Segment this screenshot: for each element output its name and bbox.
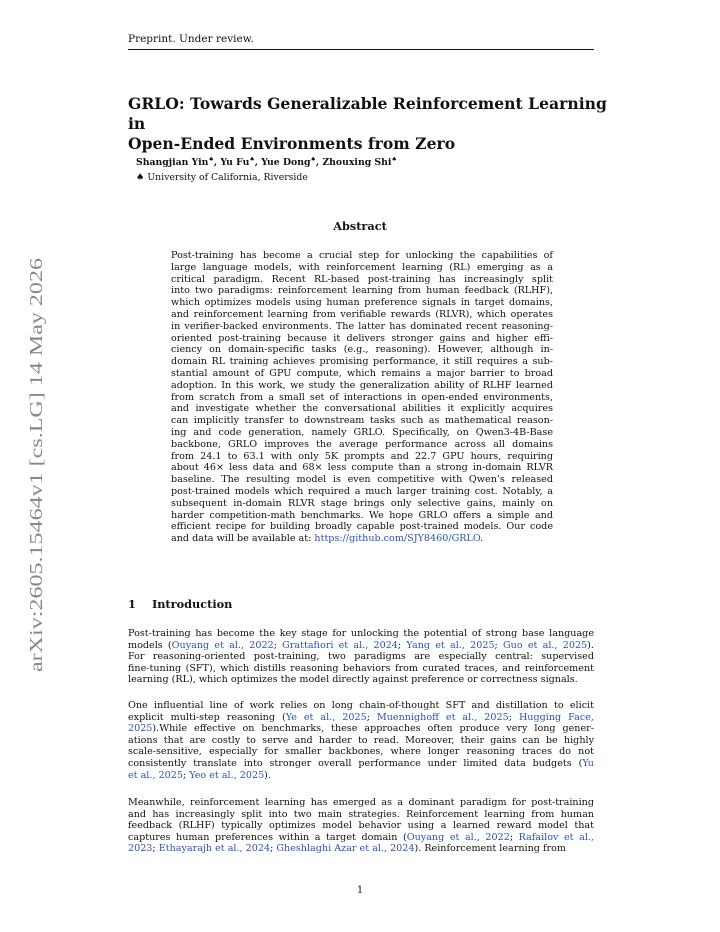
citation-link[interactable]: Gheshlaghi Azar et al., 2024 (276, 843, 415, 855)
abstract-last-line (171, 533, 553, 545)
paragraph-text: scale-sensitive, especially for smaller backbones, where longer reasoning traces do not (128, 746, 594, 758)
abstract-line: domain RL training achieves promising performance, it still requires a sub- (171, 356, 553, 368)
citation-link[interactable]: Yang et al., 2025 (406, 639, 495, 651)
paragraph-line (128, 723, 594, 735)
paragraph-line (128, 663, 594, 675)
abstract-line: post-trained models which required a much larger training cost. Notably, a (171, 485, 553, 497)
abstract-heading: Abstract (333, 219, 387, 233)
abstract-line: ciency on domain-specific tasks (e.g., reasoning). However, although in- (171, 344, 553, 356)
citation-link[interactable]: 2025 (128, 723, 153, 735)
author-name: Yu Fu (220, 157, 250, 168)
intro-paragraph-2 (128, 700, 594, 781)
paragraph-text: ; (152, 843, 159, 855)
code-link[interactable]: https://github.com/SJY8460/GRLO (314, 533, 481, 545)
abstract-line: and reinforcement learning from verifiable rewards (RLVR), which operates (171, 308, 553, 320)
author-list (136, 157, 397, 168)
abstract-line: and investigate whether the conversational abilities it explicitly acquires (171, 403, 553, 415)
paragraph-text: ; (182, 769, 190, 781)
abstract-line: about 46× less data and 68× less compute than a strong in-domain RLVR (171, 462, 553, 474)
abstract-line: from 24.1 to 63.1 with only 5K prompts and 22.7 GPU hours, requiring (171, 450, 553, 462)
paragraph-line (128, 735, 594, 747)
citation-link[interactable]: Muennighoff et al., 2025 (376, 711, 509, 723)
abstract-last-prefix: and data will be available at: (171, 533, 315, 545)
paragraph-line (128, 758, 594, 770)
abstract-body (171, 250, 553, 545)
citation-link[interactable]: Ouyang et al., 2022 (171, 639, 274, 651)
paragraph-text: For reasoning-oriented post-training, two paradigms are especially central: supervised (128, 651, 594, 663)
paragraph-line (128, 832, 594, 844)
citation-link[interactable]: Rafailov et al., (518, 831, 594, 843)
citation-link[interactable]: Guo et al., 2025 (503, 639, 588, 651)
paragraph-line (128, 712, 594, 724)
abstract-line: subsequent in-domain RLVR stage brings only selective gains, mainly on (171, 497, 553, 509)
abstract-line: critical paradigm. Recent RL-based post-training has increasingly split (171, 273, 553, 285)
paragraph-text: ; (508, 711, 519, 723)
abstract-line: from scratch from a small set of interactions in open-ended environments, (171, 391, 553, 403)
author-name: Zhouxing Shi (322, 157, 392, 168)
citation-link[interactable]: et al., 2025 (128, 769, 183, 781)
paragraph-line (128, 628, 594, 640)
abstract-line: into two paradigms: reinforcement learning from human feedback (RLHF), (171, 285, 553, 297)
paragraph-text: Meanwhile, reinforcement learning has emerged as a dominant paradigm for post-training (128, 797, 594, 808)
abstract-line: which optimizes models using human preference signals in target domains, (171, 297, 553, 309)
paragraph-text: and has increasingly split into two main strategies. Reinforcement learning from human (128, 808, 594, 820)
affiliation-name: University of California, Riverside (147, 172, 308, 183)
citation-link[interactable]: Ethayarajh et al., 2024 (158, 843, 271, 855)
author-affiliation-mark: ♠ (249, 155, 255, 163)
citation-link[interactable]: Yeo et al., 2025 (189, 769, 265, 781)
citation-link[interactable]: Ouyang et al., 2022 (406, 831, 510, 843)
paragraph-line (128, 809, 594, 821)
author-affiliation-mark: ♠ (391, 155, 397, 163)
author-separator: , (315, 157, 323, 168)
affiliation (136, 172, 308, 183)
paragraph-text: ; (366, 711, 377, 723)
paragraph-text: explicit multi-step reasoning ( (128, 711, 286, 723)
paragraph-line (128, 746, 594, 758)
intro-paragraph-3 (128, 797, 594, 855)
section-title: Introduction (151, 597, 233, 611)
paragraph-text: consistently translate into stronger overall performance under limited data budgets ( (128, 757, 583, 769)
paragraph-text: learning (RL), which optimizes the model directly against preference or correctness signals. (128, 674, 578, 686)
section-number: 1 (128, 597, 136, 611)
abstract-line: backbone, GRLO improves the average performance across all domains (171, 438, 553, 450)
paragraph-text: ; (494, 639, 504, 651)
author-name: Yue Dong (261, 157, 311, 168)
abstract-line: baseline. The resulting model is even competitive with Qwen’s released (171, 474, 553, 486)
paper-title (128, 94, 608, 154)
citation-link[interactable]: Ye et al., 2025 (285, 711, 367, 723)
paragraph-text: ; (273, 639, 283, 651)
paragraph-line (128, 700, 594, 712)
paragraph-line (128, 640, 594, 652)
paragraph-text: ). (264, 769, 271, 781)
title-line-1: GRLO: Towards Generalizable Reinforcement Learning in (128, 94, 607, 133)
paragraph-text: ). Reinforcement learning from (414, 843, 566, 855)
paragraph-text: ; (270, 843, 277, 855)
intro-paragraph-1 (128, 628, 594, 686)
paragraph-line (128, 820, 594, 832)
paragraph-line (128, 770, 594, 782)
paragraph-text: ). (587, 639, 594, 651)
arxiv-identifier: arXiv:2605.15464v1 [cs.LG] 14 May 2026 (26, 362, 46, 672)
citation-link[interactable]: Yu (582, 757, 594, 769)
abstract-line: adoption. In this work, we study the generalization ability of RLHF learned (171, 379, 553, 391)
abstract-line: can implicitly transfer to downstream tasks such as mathematical reason- (171, 415, 553, 427)
author-separator: , (254, 157, 262, 168)
abstract-line: ing and code generation, namely GRLO. Specifically, on Qwen3-4B-Base (171, 426, 553, 438)
author-separator: , (213, 157, 221, 168)
abstract-line: stantial amount of GPU compute, which remains a major barrier to broad (171, 367, 553, 379)
paragraph-text: ations that are costly to serve and harder to read. Moreover, their gains can be highly (128, 734, 594, 746)
title-line-2: Open-Ended Environments from Zero (128, 134, 456, 153)
citation-link[interactable]: Grattafiori et al., 2024 (282, 639, 398, 651)
paragraph-text: fine-tuning (SFT), which distills reasoning behaviors from curated traces, and reinforcement (128, 662, 594, 674)
paragraph-text: ).While effective on benchmarks, these approaches often produce very long gener- (152, 723, 594, 735)
author-affiliation-mark: ♠ (208, 155, 214, 163)
affiliation-mark: ♠ (136, 172, 145, 183)
paragraph-text: ; (397, 639, 407, 651)
author-name: Shangjian Yin (136, 157, 209, 168)
author-affiliation-mark: ♠ (310, 155, 316, 163)
citation-link[interactable]: 2023 (128, 843, 153, 855)
paragraph-line (128, 843, 594, 855)
paragraph-text: One influential line of work relies on long chain-of-thought SFT and distillation to elicit (128, 700, 594, 711)
page-number: 1 (356, 885, 364, 896)
abstract-line: oriented post-training because it delivers stronger gains and higher effi- (171, 332, 553, 344)
paragraph-text: models ( (128, 639, 172, 651)
abstract-line: efficient recipe for building broadly capable post-trained models. Our code (171, 521, 553, 533)
paragraph-line (128, 674, 594, 686)
paragraph-text: captures human preferences within a target domain ( (128, 831, 407, 843)
paragraph-line (128, 651, 594, 663)
citation-link[interactable]: Hugging Face, (518, 711, 594, 723)
paragraph-text: feedback (RLHF) typically optimizes model behavior using a learned reward model that (128, 820, 594, 832)
abstract-line: large language models, with reinforcement learning (RL) emerging as a (171, 261, 553, 273)
abstract-line: harder competition-math benchmarks. We hope GRLO offers a simple and (171, 509, 553, 521)
paragraph-text: Post-training has become the key stage for unlocking the potential of strong base language (128, 628, 594, 639)
arxiv-sidebar (18, 258, 54, 672)
abstract-last-suffix: . (480, 533, 484, 545)
abstract-line: in verifier-backed environments. The latter has dominated recent reasoning- (171, 320, 553, 332)
running-head: Preprint. Under review. (128, 33, 594, 50)
paragraph-line (128, 797, 594, 809)
paragraph-text: ; (509, 831, 519, 843)
section-heading (128, 597, 232, 611)
abstract-line: Post-training has become a crucial step for unlocking the capabilities of (171, 250, 553, 261)
